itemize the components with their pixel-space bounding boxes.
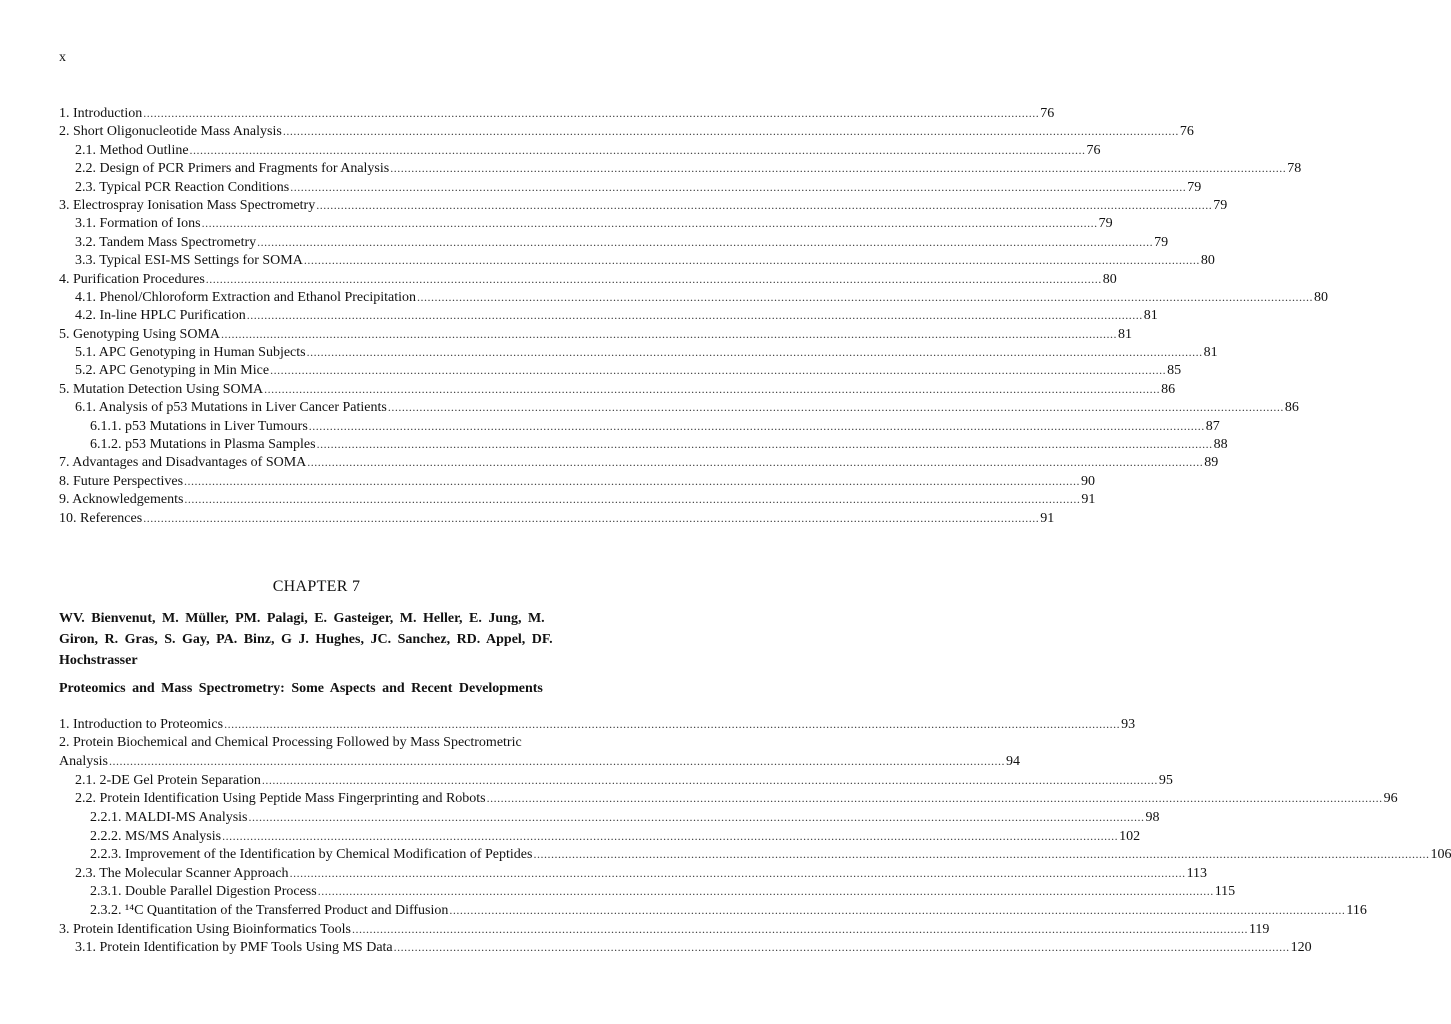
toc-entry-page: 79 <box>1098 216 1113 232</box>
chapter-heading: CHAPTER 7 <box>272 578 361 595</box>
toc-entry-title: 2.2. Design of PCR Primers and Fragments for Analysis <box>75 161 390 177</box>
leader-dots <box>318 882 1214 901</box>
toc-entry <box>59 453 1219 471</box>
toc-entry-title: 3. Electrospray Ionisation Mass Spectrometry <box>59 197 316 213</box>
toc-entry-title: 5. Mutation Detection Using SOMA <box>59 381 264 397</box>
toc-entry-title: 1. Introduction to Proteomics <box>59 717 224 732</box>
toc-entry-title: 7. Advantages and Disadvantages of SOMA <box>59 455 307 471</box>
toc-entry-page: 91 <box>1040 510 1055 526</box>
toc-entry-page: 76 <box>1086 142 1101 158</box>
toc-entry <box>59 435 1228 453</box>
leader-dots <box>449 901 1345 920</box>
toc-entry-page: 106 <box>1430 847 1451 863</box>
leader-dots <box>202 214 1098 232</box>
toc-entry <box>59 361 1182 379</box>
leader-dots <box>317 435 1213 453</box>
toc-entry-page: 79 <box>1154 234 1169 250</box>
chapter-title: Proteomics and Mass Spectrometry: Some Aspects and Recent Developments <box>59 681 543 696</box>
toc-entry-title: 5. Genotyping Using SOMA <box>59 326 221 342</box>
toc-entry-page: 116 <box>1346 902 1367 918</box>
toc-entry <box>59 325 1133 343</box>
toc-entry <box>59 306 1158 324</box>
leader-dots <box>304 251 1200 269</box>
toc-entry <box>59 288 1328 306</box>
leader-dots <box>352 920 1248 939</box>
toc-entry-page: 80 <box>1200 253 1215 269</box>
toc-entry <box>59 159 1302 177</box>
toc-entry-page: 98 <box>1145 809 1160 825</box>
toc-entry <box>59 771 1173 790</box>
toc-chapter-7 <box>59 715 1451 957</box>
toc-entry <box>59 920 1270 939</box>
toc-entry <box>59 715 1136 734</box>
leader-dots <box>224 715 1120 734</box>
toc-entry <box>59 827 1141 846</box>
toc-entry-page: 113 <box>1186 865 1208 881</box>
toc-entry-page: 81 <box>1118 326 1133 342</box>
toc-entry <box>59 734 606 753</box>
toc-entry <box>59 270 1117 288</box>
leader-dots <box>307 343 1203 361</box>
toc-entry-title: 4. Purification Procedures <box>59 271 205 287</box>
toc-entry <box>59 417 1220 435</box>
toc-entry-title: 2.3. Typical PCR Reaction Conditions <box>75 179 290 195</box>
leader-dots <box>533 845 1429 864</box>
toc-entry-page: 90 <box>1081 473 1096 489</box>
toc-entry-title: 2.2.3. Improvement of the Identification by Chemical Modification of Peptides <box>90 847 533 863</box>
toc-entry-title: 6.1.1. p53 Mutations in Liver Tumours <box>90 418 308 434</box>
toc-entry-title: 1. Introduction <box>59 106 143 121</box>
toc-entry-title: 3.2. Tandem Mass Spectrometry <box>75 234 257 250</box>
leader-dots <box>249 808 1145 827</box>
toc-entry-title: 2.3. The Molecular Scanner Approach <box>75 865 289 881</box>
toc-entry-title: 2.1. 2-DE Gel Protein Separation <box>75 772 261 788</box>
toc-entry-page: 86 <box>1284 400 1299 416</box>
toc-entry <box>59 178 1202 196</box>
leader-dots <box>270 361 1166 379</box>
leader-dots <box>184 490 1080 508</box>
toc-entry-page: 94 <box>1006 754 1020 770</box>
toc-entry-title: 6.1. Analysis of p53 Mutations in Liver Cancer Patients <box>75 400 387 416</box>
toc-entry <box>59 343 1218 361</box>
toc-entry-page: 102 <box>1119 828 1141 844</box>
toc-entry-page: 81 <box>1143 308 1158 324</box>
leader-dots <box>487 789 1383 808</box>
toc-entry <box>59 104 1055 122</box>
leader-dots <box>143 509 1039 527</box>
toc-entry <box>59 808 1160 827</box>
toc-entry <box>59 901 1367 920</box>
leader-dots <box>190 141 1086 159</box>
toc-entry-title: 4.2. In-line HPLC Purification <box>75 308 246 324</box>
toc-entry <box>59 380 1176 398</box>
toc-entry <box>59 122 1194 140</box>
toc-entry-title: 6.1.2. p53 Mutations in Plasma Samples <box>90 437 316 453</box>
toc-entry-title: 3.3. Typical ESI-MS Settings for SOMA <box>75 253 303 269</box>
toc-entry-title: 2. Protein Biochemical and Chemical Processing Followed by Mass Spectrometric <box>59 734 522 750</box>
toc-entry-title: 4.1. Phenol/Chloroform Extraction and Ethanol Precipitation <box>75 289 416 305</box>
toc-entry-title: 5.1. APC Genotyping in Human Subjects <box>75 345 306 361</box>
leader-dots <box>390 159 1286 177</box>
toc-entry-page: 88 <box>1213 437 1228 453</box>
toc-entry <box>59 789 1398 808</box>
toc-entry-page: 79 <box>1213 197 1228 213</box>
toc-entry <box>59 472 1096 490</box>
toc-chapter-6 <box>59 104 1328 527</box>
leader-dots <box>247 306 1143 324</box>
toc-entry <box>59 233 1169 251</box>
leader-dots <box>264 380 1160 398</box>
leader-dots <box>290 178 1186 196</box>
toc-entry-page: 115 <box>1214 884 1236 900</box>
leader-dots <box>388 398 1284 416</box>
leader-dots <box>184 472 1080 490</box>
toc-entry-page: 91 <box>1081 492 1096 508</box>
toc-entry-page: 76 <box>1179 124 1194 140</box>
toc-entry-title: 3. Protein Identification Using Bioinformatics Tools <box>59 921 351 937</box>
leader-dots <box>309 417 1205 435</box>
leader-dots <box>283 122 1179 140</box>
toc-entry-page: 96 <box>1383 791 1398 807</box>
toc-entry <box>59 509 1055 527</box>
page-number: x <box>59 50 66 65</box>
toc-entry-page: 95 <box>1158 772 1173 788</box>
toc-entry-title: 2.3.1. Double Parallel Digestion Process <box>90 884 317 900</box>
toc-entry-title: 2.1. Method Outline <box>75 142 189 158</box>
leader-dots <box>290 864 1186 883</box>
leader-dots <box>206 270 1102 288</box>
toc-entry <box>59 196 1228 214</box>
toc-entry-title: 10. References <box>59 510 143 526</box>
toc-entry-page: 86 <box>1161 381 1176 397</box>
toc-entry <box>59 845 1451 864</box>
toc-entry-title: 3.1. Formation of Ions <box>75 216 201 232</box>
toc-entry-title: 2.2.1. MALDI-MS Analysis <box>90 809 248 825</box>
leader-dots <box>262 771 1158 790</box>
toc-entry-title: 2. Short Oligonucleotide Mass Analysis <box>59 124 282 140</box>
toc-entry <box>59 752 1020 771</box>
toc-entry <box>59 141 1101 159</box>
toc-entry-title: 2.2.2. MS/MS Analysis <box>90 828 222 844</box>
toc-entry-page: 81 <box>1203 345 1218 361</box>
toc-entry-page: 87 <box>1205 418 1220 434</box>
leader-dots <box>143 104 1039 122</box>
toc-entry <box>59 214 1113 232</box>
toc-entry-title: Analysis <box>59 754 108 770</box>
toc-entry <box>59 882 1236 901</box>
toc-entry-page: 120 <box>1290 940 1312 956</box>
leader-dots <box>221 325 1117 343</box>
toc-entry-page: 80 <box>1314 289 1328 305</box>
toc-entry-title: 9. Acknowledgements <box>59 492 184 508</box>
toc-entry <box>59 490 1096 508</box>
toc-entry-page: 76 <box>1040 106 1055 121</box>
toc-entry-title: 2.2. Protein Identification Using Peptide Mass Fingerprinting and Robots <box>75 791 486 807</box>
toc-entry-page: 85 <box>1167 363 1182 379</box>
toc-entry-title: 2.3.2. ¹⁴C Quantitation of the Transferred Product and Diffusion <box>90 902 449 918</box>
toc-entry <box>59 251 1215 269</box>
toc-entry-title: 5.2. APC Genotyping in Min Mice <box>75 363 270 379</box>
toc-entry-title: 8. Future Perspectives <box>59 473 184 489</box>
toc-entry-title: 3.1. Protein Identification by PMF Tools Using MS Data <box>75 940 393 956</box>
toc-entry-page: 93 <box>1121 717 1136 732</box>
chapter-authors: WV. Bienvenut, M. Müller, PM. Palagi, E. Gasteiger, M. Heller, E. Jung, M. Giron, R. Gras, S. Gay, PA. Binz, G J. Hughes, JC. Sanchez, RD. Appel, DF. Hochstrasser <box>59 611 553 668</box>
leader-dots <box>307 453 1203 471</box>
toc-entry-page: 80 <box>1102 271 1117 287</box>
toc-entry-page: 78 <box>1287 161 1302 177</box>
leader-dots <box>316 196 1212 214</box>
leader-dots <box>257 233 1153 251</box>
leader-dots <box>222 827 1118 846</box>
toc-entry <box>59 938 1312 957</box>
leader-dots <box>109 752 1005 771</box>
toc-entry <box>59 398 1299 416</box>
leader-dots <box>394 938 1290 957</box>
toc-entry-page: 79 <box>1187 179 1202 195</box>
toc-entry-page: 119 <box>1248 921 1270 937</box>
toc-entry-page: 89 <box>1204 455 1219 471</box>
toc-entry <box>59 864 1208 883</box>
leader-dots <box>417 288 1313 306</box>
